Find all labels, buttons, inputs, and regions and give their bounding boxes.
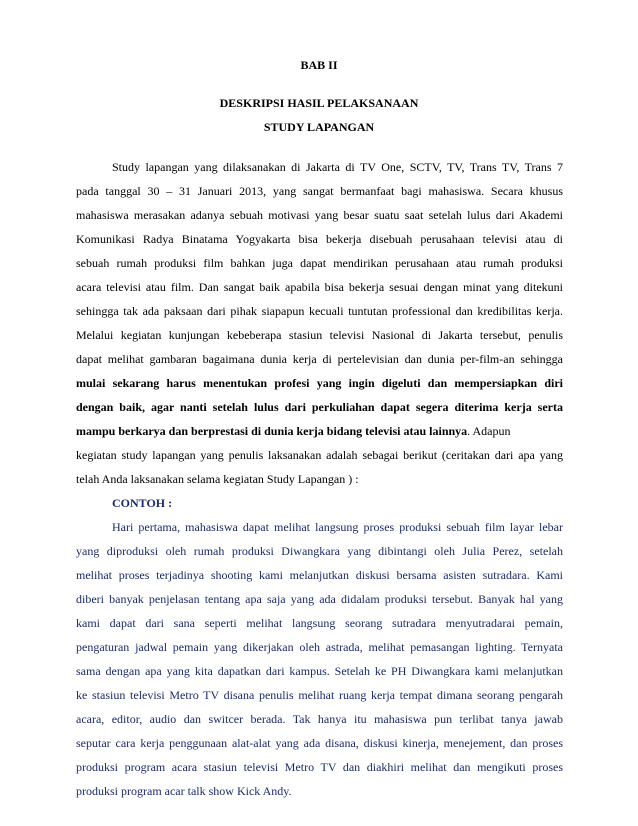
example-line: pengaturan jadwal pemain yang dikerjakan oleh astrada, melihat pemasangan lighting. Ternyata: [76, 640, 563, 654]
example-line: produksi program acar talk show Kick Andy.: [76, 784, 292, 798]
chapter-number: BAB II: [300, 58, 338, 72]
example-line: produksi program acara stasiun televisi Metro TV dan diakhiri melihat dan mengikuti proses: [76, 760, 563, 774]
example-label: CONTOH :: [112, 496, 173, 510]
plain-phrase: . Adapun: [467, 424, 511, 438]
chapter-subtitle: STUDY LAPANGAN: [263, 120, 375, 134]
example-line: acara, editor, audio dan switcer berada. Tak hanya itu mahasiswa pun terlibat tanya jawab: [76, 712, 563, 726]
example-line: Hari pertama, mahasiswa dapat melihat langsung proses produksi sebuah film layar lebar: [112, 520, 563, 534]
example-line: ke stasiun televisi Metro TV disana penulis melihat ruang kerja tempat dimana seorang pengarah: [76, 688, 563, 702]
paragraph-line: mahasiswa merasakan adanya sebuah motivasi yang besar suatu saat setelah lulus dari Akademi: [76, 208, 563, 222]
paragraph-line: sebuah rumah produksi film bahkan juga dapat mendirikan perusahaan atau rumah produksi: [76, 256, 563, 270]
paragraph-line: telah Anda laksanakan selama kegiatan Study Lapangan ) :: [76, 472, 359, 486]
example-line: sama dengan apa yang kita dapatkan dari kampus. Setelah ke PH Diwangkara kami melanjutkan: [76, 664, 563, 678]
paragraph-line: sehingga tak ada paksaan dari pihak siapapun kecuali tuntutan professional dan kredibilitas kerja.: [76, 304, 563, 318]
example-line: yang diproduksi oleh rumah produksi Diwangkara yang dibintangi oleh Julia Perez, setelah: [76, 544, 563, 558]
paragraph-line: Melalui kegiatan kunjungan kebeberapa stasiun televisi Nasional di Jakarta tersebut, penulis: [76, 328, 563, 342]
bold-phrase: mampu berkarya dan berprestasi di dunia kerja bidang televisi atau lainnya: [76, 424, 468, 438]
paragraph-line: Komunikasi Radya Binatama Yogyakarta bisa bekerja disebuah perusahaan televisi atau di: [76, 232, 563, 246]
paragraph-line-bold: dengan baik, agar nanti setelah lulus dari perkuliahan dapat segera diterima kerja serta: [76, 400, 563, 414]
example-line: seputar cara kerja penggunaan alat-alat yang ada disana, diskusi kinerja, menejement, dan proses: [76, 736, 563, 750]
example-line: melihat proses terjadinya shooting kami melanjutkan diskusi bersama asisten sutradara. Kami: [76, 568, 563, 582]
paragraph-line-mixed: [76, 424, 563, 438]
chapter-title: DESKRIPSI HASIL PELAKSANAAN: [219, 96, 419, 110]
paragraph-line: pada tanggal 30 – 31 Januari 2013, yang sangat bermanfaat bagi mahasiswa. Secara khusus: [76, 184, 563, 198]
paragraph-line: acara televisi atau film. Dan sangat baik apabila bisa bekerja sesuai dengan minat yang ditekuni: [76, 280, 563, 294]
example-line: kami dapat dari sana seperti melihat langsung seorang sutradara menyutradarai pemain,: [76, 616, 563, 630]
paragraph-line-bold: mulai sekarang harus menentukan profesi yang ingin digeluti dan mempersiapkan diri: [76, 376, 563, 390]
paragraph-line: kegiatan study lapangan yang penulis laksanakan adalah sebagai berikut (ceritakan dari apa yang: [76, 448, 563, 462]
example-line: diberi banyak penjelasan tentang apa saja yang ada didalam produksi tersebut. Banyak hal yang: [76, 592, 563, 606]
paragraph-line: dapat melihat gambaran bagaimana dunia kerja di pertelevisian dan dunia per-film-an sehingga: [76, 352, 563, 366]
paragraph-line: Study lapangan yang dilaksanakan di Jakarta di TV One, SCTV, TV, Trans TV, Trans 7: [112, 160, 563, 174]
